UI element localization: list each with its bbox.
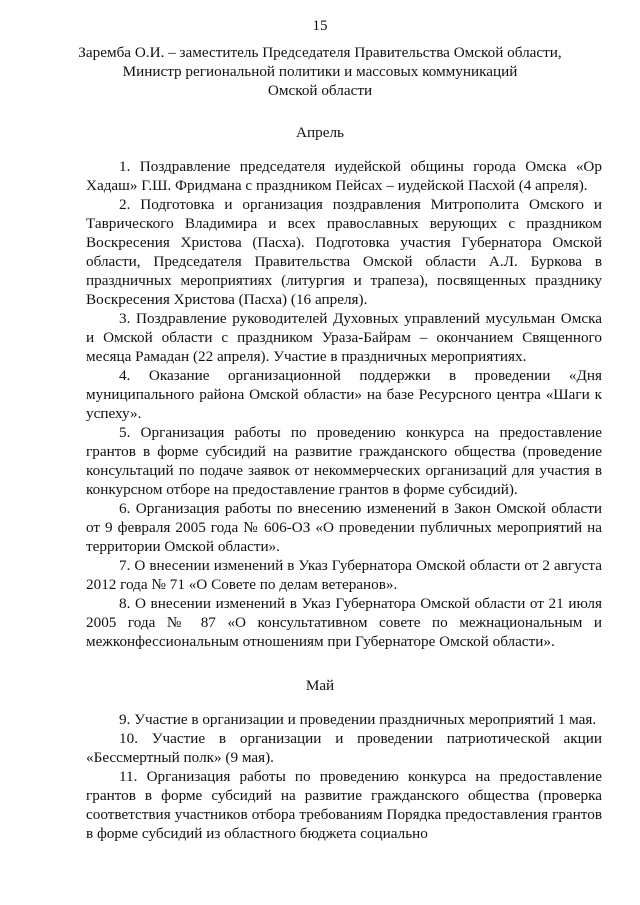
list-item: 6. Организация работы по внесению изменений в Закон Омской области от 9 февраля 2005 года № 606-ОЗ «О проведении публичных мероприятий на территории Омской области». bbox=[86, 500, 602, 555]
month-heading-april: Апрель bbox=[296, 124, 344, 141]
list-item: 3. Поздравление руководителей Духовных управлений мусульман Омска и Омской области с праздником Ураза-Байрам – окончанием Священного месяца Рамадан (22 апреля). Участие в праздничных мероприятиях. bbox=[86, 310, 602, 365]
list-item: 11. Организация работы по проведению конкурса на предоставление грантов в форме субсидий на развитие гражданского общества (проверка соответствия участников отбора требованиям Порядка предоставления грантов в форме субсидий из областного бюджета социально bbox=[86, 768, 602, 842]
april-items-list bbox=[86, 157, 602, 651]
list-item: 4. Оказание организационной поддержки в проведении «Дня муниципального района Омской области» на базе Ресурсного центра «Шаги к успеху». bbox=[86, 367, 602, 422]
list-item: 9. Участие в организации и проведении праздничных мероприятий 1 мая. bbox=[119, 711, 597, 728]
page-number: 15 bbox=[312, 18, 328, 34]
header-line-1: Заремба О.И. – заместитель Председателя Правительства Омской области, bbox=[78, 44, 562, 61]
month-heading-may: Май bbox=[305, 677, 335, 694]
list-item: 8. О внесении изменений в Указ Губернатора Омской области от 21 июля 2005 года № 87 «О консультативном совете по межнациональным и межконфессиональным отношениям при Губернаторе Омской области». bbox=[86, 595, 602, 650]
list-item: 5. Организация работы по проведению конкурса на предоставление грантов в форме субсидий на развитие гражданского общества (проведение консультаций по подаче заявок от некоммерческих организаций для участия в конкурсном отборе на предоставление грантов в форме субсидий). bbox=[86, 424, 602, 498]
header-line-3: Омской области bbox=[267, 82, 373, 99]
list-item: 2. Подготовка и организация поздравления Митрополита Омского и Таврического Владимира и всех православных верующих с праздником Воскресения Христова (Пасха). Подготовка участия Губернатора Омской области, Председателя Правительства Омской области А.Л. Буркова в праздничных мероприятиях (литургия и трапеза), посвященных празднику Воскресения Христова (Пасха) (16 апреля). bbox=[86, 196, 602, 308]
document-header bbox=[60, 43, 580, 100]
list-item: 10. Участие в организации и проведении патриотической акции «Бессмертный полк» (9 мая). bbox=[86, 730, 602, 766]
may-items-list bbox=[86, 710, 602, 843]
list-item: 1. Поздравление председателя иудейской общины города Омска «Ор Хадаш» Г.Ш. Фридмана с праздником Пейсах – иудейской Пасхой (4 апреля). bbox=[86, 158, 602, 194]
header-line-2: Министр региональной политики и массовых коммуникаций bbox=[122, 63, 518, 80]
list-item: 7. О внесении изменений в Указ Губернатора Омской области от 2 августа 2012 года № 71 «О Совете по делам ветеранов». bbox=[86, 557, 602, 593]
